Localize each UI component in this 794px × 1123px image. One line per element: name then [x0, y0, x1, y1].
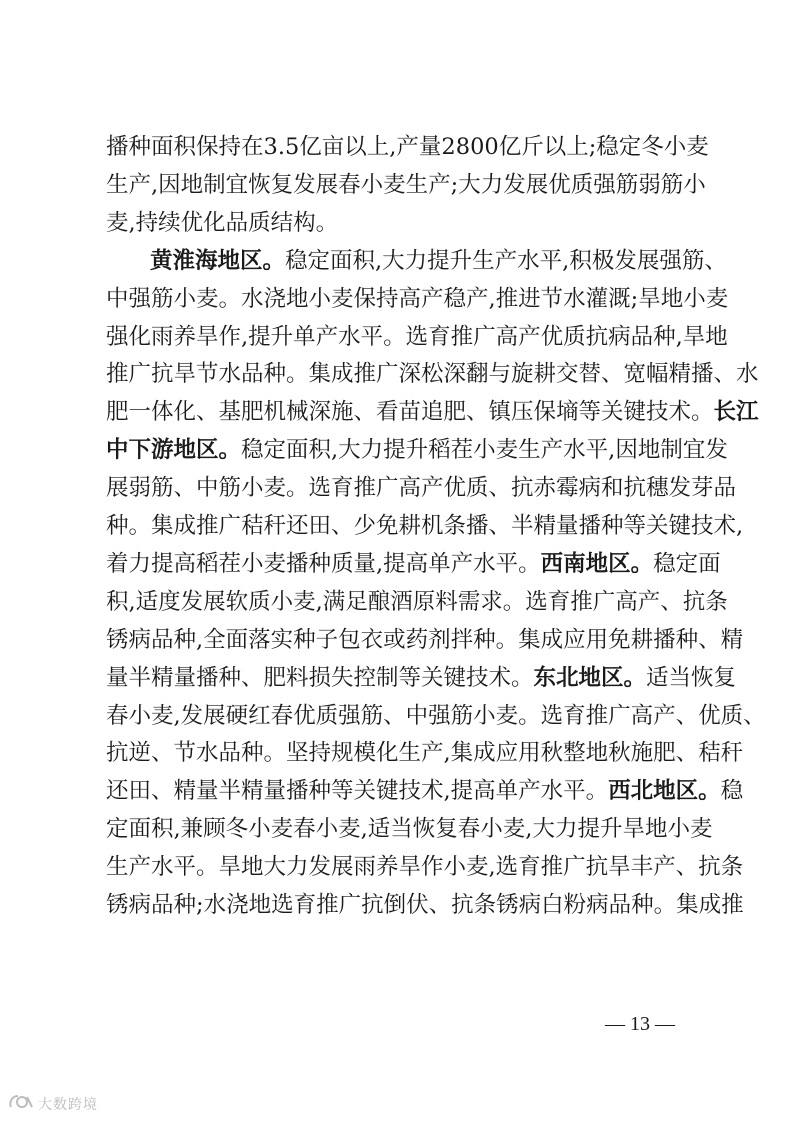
page-number: — 13 —	[605, 1013, 675, 1035]
region-heading: 西南地区。	[540, 550, 654, 577]
region-heading: 黄淮海地区。	[150, 247, 286, 274]
text-segment: 还田、精量半精量播种等关键技术,提高单产水平。	[106, 778, 609, 805]
text-segment: 展弱筋、中筋小麦。选育推广高产优质、抗赤霉病和抗穗发芽品	[106, 475, 737, 502]
text-line	[106, 469, 737, 507]
text-segment: 肥一体化、基肥机械深施、看苗追肥、镇压保墒等关键技术。	[106, 399, 714, 426]
text-segment: 生产,因地制宜恢复发展春小麦生产;大力发展优质强筋弱筋小	[106, 171, 706, 198]
text-line	[106, 166, 706, 204]
text-segment: 锈病品种;水浇地选育推广抗倒伏、抗条锈病白粉病品种。集成推	[106, 892, 744, 918]
text-line	[106, 697, 766, 735]
text-segment: 锈病品种,全面落实种子包衣或药剂拌种。集成应用免耕播种、精	[106, 626, 744, 653]
text-line	[106, 318, 728, 356]
text-line	[106, 431, 728, 469]
text-segment: 稳定面	[653, 550, 721, 577]
text-line	[106, 886, 744, 924]
text-line	[150, 242, 727, 280]
text-segment: 强化雨养旱作,提升单产水平。选育推广高产优质抗病品种,旱地	[106, 323, 728, 350]
text-segment: 麦,持续优化品质结构。	[106, 209, 339, 236]
text-line	[106, 772, 744, 810]
text-segment: 生产水平。旱地大力发展雨养旱作小麦,选育推广抗旱丰产、抗条	[106, 854, 744, 881]
text-segment: 中强筋小麦。水浇地小麦保持高产稳产,推进节水灌溉;旱地小麦	[106, 285, 729, 312]
text-segment: 量半精量播种、肥料损失控制等关键技术。	[106, 664, 534, 691]
text-line	[106, 734, 744, 772]
text-segment: 抗逆、节水品种。坚持规模化生产,集成应用秋整地秋施肥、秸秆	[106, 740, 744, 767]
text-line	[106, 507, 744, 545]
text-line	[106, 810, 713, 848]
text-segment: 稳定面积,大力提升稻茬小麦生产水平,因地制宜发	[241, 437, 728, 464]
text-segment: 春小麦,发展硬红春优质强筋、中强筋小麦。选育推广高产、优质、	[106, 702, 766, 729]
text-line	[106, 545, 721, 583]
text-segment: 稳	[720, 778, 744, 805]
text-segment: 推广抗旱节水品种。集成推广深松深翻与旋耕交替、宽幅精播、水	[106, 361, 759, 388]
watermark-text: 大数跨境	[38, 1097, 98, 1113]
text-segment: 定面积,兼顾冬小麦春小麦,适当恢复春小麦,大力提升旱地小麦	[106, 816, 713, 843]
text-line	[106, 204, 692, 242]
watermark	[8, 1092, 98, 1116]
region-heading: 长江	[713, 399, 759, 426]
text-segment: 种。集成推广秸秆还田、少免耕机条播、半精量播种等关键技术,	[106, 513, 744, 539]
region-heading: 西北地区。	[608, 778, 721, 805]
region-heading: 中下游地区。	[106, 437, 242, 464]
text-segment: 稳定面积,大力提升生产水平,积极发展强筋、	[285, 247, 727, 274]
text-segment: 适当恢复	[646, 664, 737, 691]
text-line	[106, 621, 744, 659]
text-line	[106, 848, 744, 886]
text-segment: 播种面积保持在3.5亿亩以上,产量2800亿斤以上;稳定冬小麦	[106, 134, 709, 160]
text-segment: 积,适度发展软质小麦,满足酿酒原料需求。选育推广高产、抗条	[106, 588, 728, 615]
text-line	[106, 659, 737, 697]
text-line	[106, 280, 729, 318]
text-line	[106, 355, 759, 393]
logo-icon	[8, 1093, 34, 1115]
text-line	[106, 583, 728, 621]
text-line	[106, 393, 759, 431]
text-segment: 着力提高稻茬小麦播种质量,提高单产水平。	[106, 550, 541, 577]
region-heading: 东北地区。	[533, 664, 647, 691]
text-line	[106, 128, 709, 166]
